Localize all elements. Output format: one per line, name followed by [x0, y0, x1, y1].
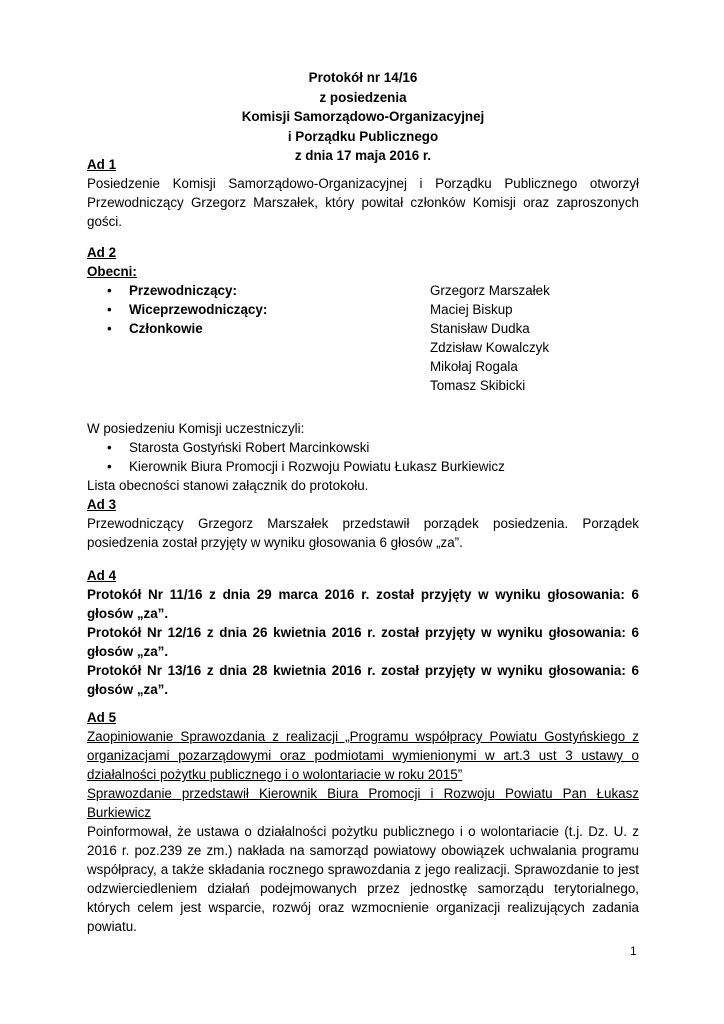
present-label: Obecni:: [87, 264, 137, 279]
guest-item: [87, 438, 639, 457]
protocol-approval: Protokół Nr 12/16 z dnia 26 kwietnia 2016 r. został przyjęty w wyniku głosowania: 6 głosów „za”.: [87, 625, 639, 659]
bullet-icon: •: [107, 459, 112, 474]
section-text: Posiedzenie Komisji Samorządowo-Organizacyjnej i Porządku Publicznego otworzył Przewodniczący Grzegorz Marszałek, który powitał członków Komisji oraz zaproszonych gości.: [87, 176, 639, 229]
attendee-role: Wiceprzewodniczący:: [129, 302, 268, 317]
presenter-note: Sprawozdanie przedstawił Kierownik Biura Promocji i Rozwoju Powiatu Pan Łukasz Burkiewicz: [87, 786, 639, 820]
header-line-4: i Porządku Publicznego: [287, 128, 439, 144]
section-heading: Ad 5: [87, 710, 117, 725]
meeting-date: z dnia 17 maja 2016 r.: [294, 148, 432, 163]
section-heading: Ad 3: [87, 497, 117, 512]
header-line-2: z posiedzenia: [319, 89, 407, 105]
section-ad4: [87, 566, 639, 699]
section-text: Poinformował, że ustawa o działalności pożytku publicznego i o wolontariacie (t.j. Dz. U. z 2016 r. poz.239 ze zm.) nakłada na samorząd powiatowy obowiązek uchwalania programu współpracy, a także składania rocznego sprawozdania z jego realizacji. Sprawozdanie to jest odzwierciedleniem działań podejmowanych przez jednostkę samorządu terytorialnego, których celem jest wsparcie, rozwój oraz wzmocnienie organizacji realizujących zadania powiatu.: [87, 824, 639, 934]
agenda-item-title: Zaopiniowanie Sprawozdania z realizacji „Programu współpracy Powiatu Gostyńskiego z organizacjami pozarządowymi oraz podmiotami wymienionymi w art.3 ust 3 ustawy o działalności pożytku publicznego i o wolontariacie w roku 2015”: [87, 729, 639, 782]
guest-name: Starosta Gostyński Robert Marcinkowski: [129, 440, 370, 455]
guest-name: Kierownik Biura Promocji i Rozwoju Powiatu Łukasz Burkiewicz: [129, 459, 505, 474]
committee-name: Komisji Samorządowo-Organizacyjnej: [241, 109, 485, 124]
attendee-role: Przewodniczący:: [129, 283, 237, 298]
guests-intro: W posiedzeniu Komisji uczestniczyli:: [87, 421, 305, 436]
attendee-row: [87, 376, 639, 395]
attendee-name: Stanisław Dudka: [430, 321, 530, 336]
bullet-icon: •: [107, 321, 112, 336]
attendee-row: [87, 319, 639, 338]
guest-item: [87, 457, 639, 476]
attendee-role: Członkowie: [129, 321, 203, 336]
attendee-name: Tomasz Skibicki: [430, 378, 526, 393]
attendee-row: [87, 338, 639, 357]
section-heading: Ad 2: [87, 245, 117, 260]
section-ad1: [87, 155, 639, 231]
attendance-note: Lista obecności stanowi załącznik do protokołu.: [87, 478, 369, 493]
bullet-icon: •: [107, 283, 112, 298]
bullet-icon: •: [107, 440, 112, 455]
page-number: 1: [630, 944, 637, 958]
section-ad5: [87, 708, 639, 936]
document-header: [87, 68, 639, 166]
section-heading: Ad 1: [87, 157, 117, 172]
section-heading: Ad 4: [87, 568, 117, 583]
attendee-name: Zdzisław Kowalczyk: [430, 340, 550, 355]
attendee-row: [87, 281, 639, 300]
section-ad3: [87, 495, 639, 552]
bullet-icon: •: [107, 302, 112, 317]
protocol-number: Protokół nr 14/16: [308, 70, 418, 85]
attendee-row: [87, 357, 639, 376]
attendee-name: Grzegorz Marszałek: [430, 283, 550, 298]
attendee-name: Mikołaj Rogala: [430, 359, 518, 374]
section-ad2: [87, 243, 639, 495]
protocol-approval: Protokół Nr 13/16 z dnia 28 kwietnia 2016 r. został przyjęty w wyniku głosowania: 6 głosów „za”.: [87, 663, 639, 697]
attendee-name: Maciej Biskup: [430, 302, 513, 317]
section-text: Przewodniczący Grzegorz Marszałek przedstawił porządek posiedzenia. Porządek posiedzenia został przyjęty w wyniku głosowania 6 głosów „za”.: [87, 516, 639, 550]
attendee-row: [87, 300, 639, 319]
protocol-approval: Protokół Nr 11/16 z dnia 29 marca 2016 r. został przyjęty w wyniku głosowania: 6 głosów „za”.: [87, 587, 639, 621]
